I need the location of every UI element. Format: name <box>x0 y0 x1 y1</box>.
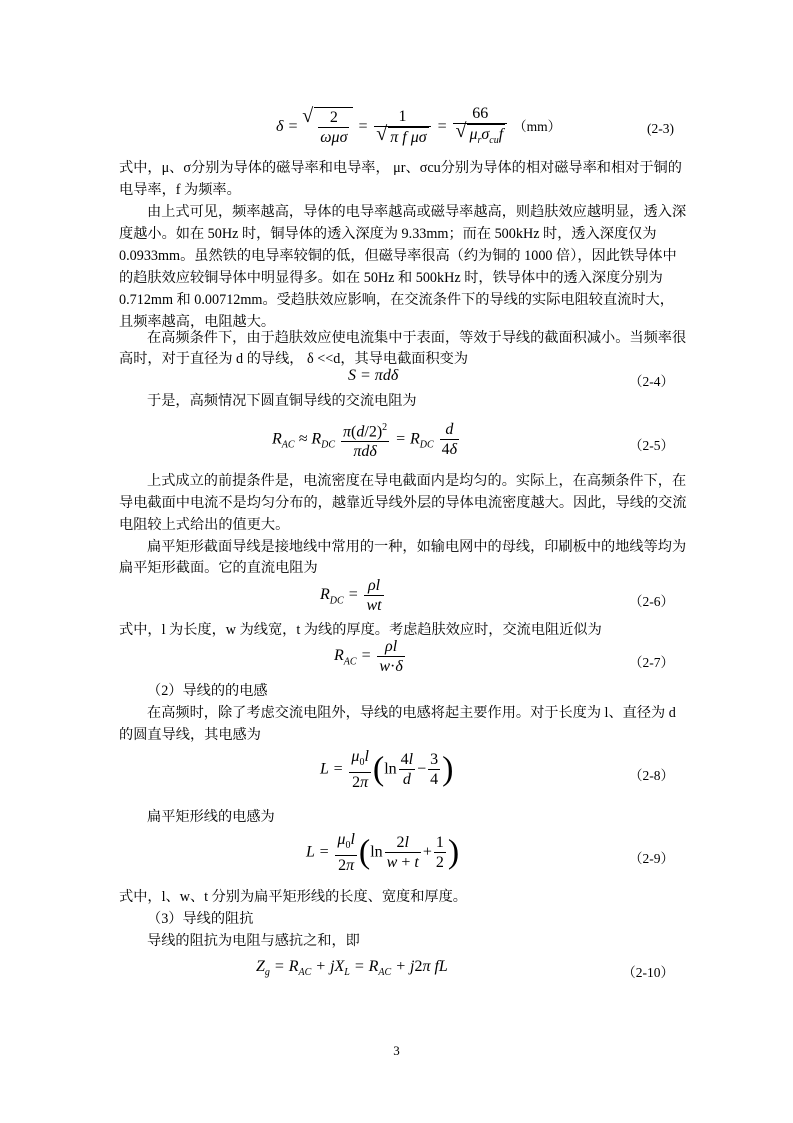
paragraph-line: 的圆直导线，其电感为 <box>119 727 261 743</box>
section-heading: （2）导线的的电感 <box>147 683 268 699</box>
paragraph-line: 由上式可见，频率越高，导体的电导率越高或磁导率越高，则趋肤效应越明显，透入深 <box>147 204 687 220</box>
section-heading: （3）导线的阻抗 <box>147 911 254 927</box>
page-number: 3 <box>393 1043 400 1058</box>
paragraph-line: 高时，对于直径为 d 的导线， δ <<d，其导电截面积变为 <box>119 351 469 367</box>
eq-number-2-6: （2-6） <box>629 594 674 609</box>
eq-number-2-5: （2-5） <box>629 438 674 453</box>
eq-number-2-7: （2-7） <box>629 655 674 670</box>
paragraph-line: 0.712mm 和 0.00712mm。受趋肤效应影响，在交流条件下的导线的实际电阻较直流时大， <box>119 292 674 308</box>
paragraph-line: 式中，μ、σ分别为导体的磁导率和电导率， μr、σcu分别为导体的相对磁导率和相对于铜的 <box>119 160 682 176</box>
eq-number-2-8: （2-8） <box>629 768 674 783</box>
paragraph-line: 电阻较上式给出的值更大。 <box>119 517 290 533</box>
equation-2-8: L = $\frac{\mu_0l}{2\pi}$ (ln $\frac{4l}{d}$ − $\frac{3}{4}$ ) <box>320 748 454 792</box>
paragraph-line: 0.0933mm。虽然铁的电导率较铜的低，但磁导率很高（约为铜的 1000 倍），因此铁导体中 <box>119 248 677 264</box>
eq-number-2-9: （2-9） <box>629 851 674 866</box>
eq-number-2-10: （2-10） <box>622 965 674 980</box>
paragraph-line: 上式成立的前提条件是，电流密度在导电截面内是均匀的。实际上，在高频条件下，在 <box>147 473 687 489</box>
paragraph-line: 式中，l、w、t 分别为扁平矩形线的长度、宽度和厚度。 <box>119 889 467 905</box>
paragraph-line: 扁平矩形线的电感为 <box>147 809 275 825</box>
paragraph-line: 在高频条件下，由于趋肤效应使电流集中于表面，等效于导线的截面积减小。当频率很 <box>147 330 687 346</box>
paragraph-line: 式中，l 为长度，w 为线宽，t 为线的厚度。考虑趋肤效应时，交流电阻近似为 <box>119 622 602 638</box>
equation-2-6: $R_{DC}$ = $\frac{\rho l}{wt}$ <box>320 577 382 614</box>
equation-2-10: $Z_g = R_{AC} + jX_L = R_{AC} + j2\pi$ fL <box>256 958 448 979</box>
eq-2-3-unit: （mm） <box>513 118 562 134</box>
equation-2-3: δ = √ $\frac{2}{\text{ωμσ}}$ = 1 √ π f μσ = 66 √ $\mu_r\sigma_{cu}f$ （mm） <box>276 104 561 150</box>
paragraph-line: 扁平矩形截面导线是接地线中常用的一种，如输电网中的母线，印刷板中的地线等均为 <box>147 539 687 555</box>
equation-2-5: $R_{AC} \approx R_{DC}$ $\frac{\pi(d/2)^2}{\text{πdδ}}$ = $R_{DC}$ $\frac{d}{4\delta}$ <box>272 418 461 461</box>
paragraph-line: 导线的阻抗为电阻与感抗之和，即 <box>147 933 360 949</box>
paragraph-line: 扁平矩形截面。它的直流电阻为 <box>119 560 318 576</box>
paragraph-line: 的趋肤效应较铜导体中明显得多。如在 50Hz 和 500kHz 时，铁导体中的透入深度分别为 <box>119 270 663 286</box>
paragraph-line: 导电截面中电流不是均匀分布的，越靠近导线外层的导体电流密度越大。因此，导线的交流 <box>119 495 687 511</box>
equation-2-9: L = $\frac{\mu_0l}{2\pi}$ (ln $\frac{2l}{w + t}$ + $\frac{1}{2}$ ) <box>306 831 460 875</box>
eq-number-2-3: (2-3) <box>647 121 674 136</box>
paragraph-line: 且频率越高，电阻越大。 <box>119 314 276 330</box>
equation-2-7: $R_{AC}$ = $\frac{\rho l}{w\cdot\delta}$ <box>334 638 403 675</box>
equation-2-4: S = πdδ <box>348 367 399 384</box>
paragraph-line: 电导率，f 为频率。 <box>119 182 241 198</box>
paragraph-line: 度越小。如在 50Hz 时，铜导体的透入深度为 9.33mm；而在 500kHz 时，透入深度仅为 <box>119 226 657 242</box>
paragraph-line: 在高频时，除了考虑交流电阻外，导线的电感将起主要作用。对于长度为 l、直径为 d <box>147 705 676 721</box>
eq-number-2-4: （2-4） <box>629 374 674 389</box>
paragraph-line: 于是，高频情况下圆直铜导线的交流电阻为 <box>147 393 417 409</box>
